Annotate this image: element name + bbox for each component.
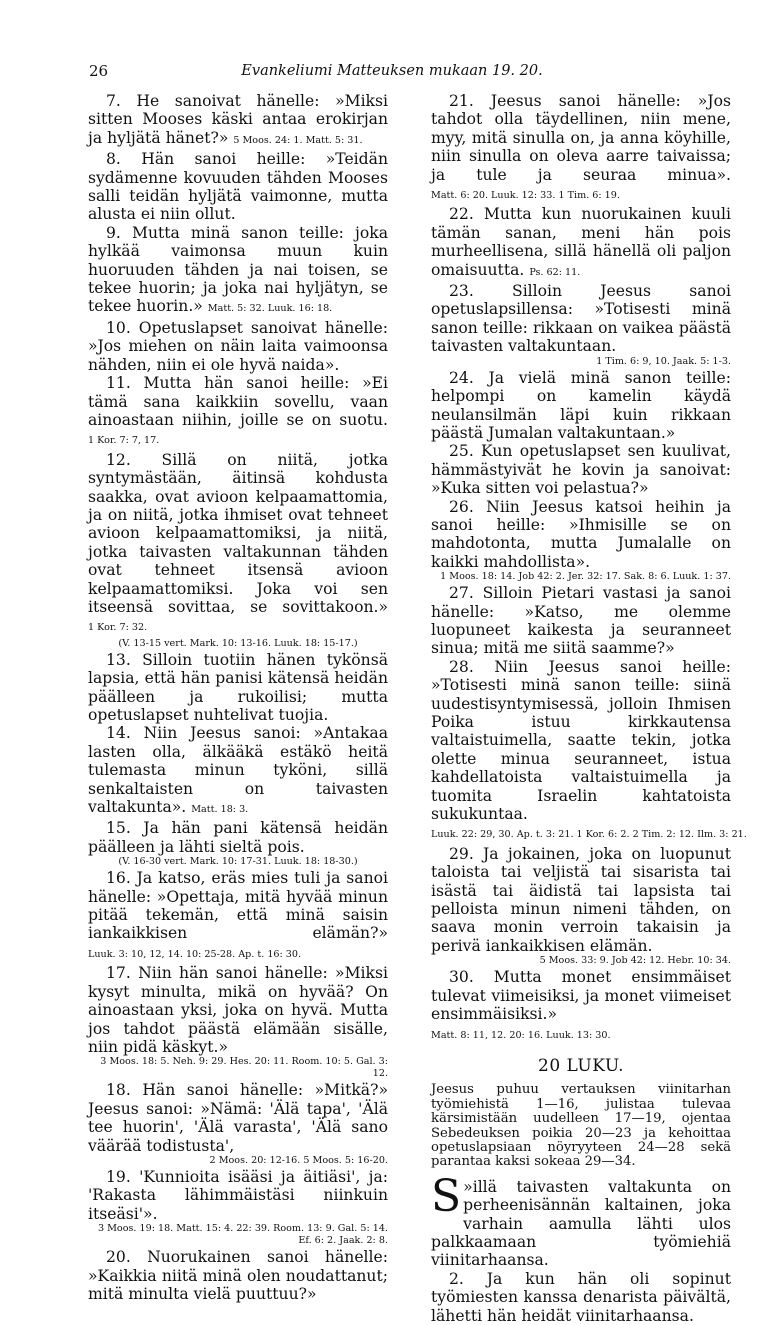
- verse-24: 24. Ja vielä minä sanon teille: helpompi on kamelin käydä neulansilmän läpi kuin rikkaan päästä Jumalan valtakuntaan.»: [431, 368, 731, 442]
- parallel-reference: (V. 16-30 vert. Mark. 10: 17-31. Luuk. 18: 18-30.): [118, 856, 358, 868]
- verse-12: 12. Sillä on niitä, jotka syntymästään, äitinsä kohdusta saakka, ovat avioon kelpaamattomia, ja on niitä, jotka ihmiset ovat tehneet avioon kelpaamattomiksi, ja niitä, jotka taivasten valtakunnan tähden ovat tehneet itsensä avioon kelpaamattomiksi. Joka voi sen itseensä sovittaa, se sovittakoon.» 1 Kor. 7: 32.: [88, 450, 388, 634]
- verse-2: 2. Ja kun hän oli sopinut työmiesten kanssa denarista päivältä, lähetti hän heidät viinitarhaansa.: [431, 1269, 731, 1325]
- cross-reference: Matt. 5: 32. Luuk. 16: 18.: [207, 303, 333, 315]
- cross-reference: 5 Moos. 33: 9. Job 42: 12. Hebr. 10: 34.: [539, 955, 731, 967]
- verse-28: 28. Niin Jeesus sanoi heille: »Totisesti minä sanon teille: siinä uudestisyntymisessä, jolloin Ihmisen Poika istuu kirkkautensa valtaistuimella, saatte tekin, jotka olette minua seuranneet, istua kahdellatoista valtaistuimella ja tuomita Israelin kahtatoista sukukuntaa. Luuk. 22: 29, 30. Ap. t. 3: 21. 1 Kor. 6: 2. 2 Tim. 2: 12. Ilm. 3: 21.: [431, 657, 747, 841]
- cross-reference: Matt. 8: 11, 12. 20: 16. Luuk. 13: 30.: [431, 1029, 611, 1041]
- cross-reference: 2 Moos. 20: 12-16. 5 Moos. 5: 16-20.: [209, 1154, 388, 1166]
- verse-29: 29. Ja jokainen, joka on luopunut taloista tai veljistä tai sisarista tai isästä tai äidistä tai lapsista tai pelloista minun nimeni tähden, on saava monin verroin takaisin ja perivä iankaikkisen elämän.: [431, 844, 731, 955]
- verse-25: 25. Kun opetuslapset sen kuulivat, hämmästyivät he kovin ja sanoivat: »Kuka sitten voi pelastua?»: [431, 442, 731, 498]
- cross-reference: 1 Moos. 18: 14. Job 42: 2. Jer. 32: 17. Sak. 8: 6. Luuk. 1: 37.: [440, 571, 731, 583]
- verse-8: 8. Hän sanoi heille: »Teidän sydämenne kovuuden tähden Mooses salli teidän hyljätä vaimonne, mutta alusta ei niin ollut.: [88, 150, 388, 224]
- verse-17: 17. Niin hän sanoi hänelle: »Miksi kysyt minulta, mikä on hyvää? On ainoastaan yksi, joka on hyvä. Mutta jos tahdot päästä elämään sisälle, niin pidä käskyt.»: [88, 964, 388, 1056]
- right-column: [431, 92, 747, 1325]
- cross-reference: Matt. 18: 3.: [191, 804, 249, 816]
- verse-20: 20. Nuorukainen sanoi hänelle: »Kaikkia niitä minä olen noudattanut; mitä minulta vielä puuttuu?»: [88, 1248, 388, 1303]
- verse-13: 13. Silloin tuotiin hänen tykönsä lapsia, että hän panisi kätensä heidän päälleen ja rukoilisi; mutta opetuslapset nuhtelivat tuojia.: [88, 650, 388, 724]
- page-number: 26: [89, 62, 109, 80]
- cross-reference: Matt. 6: 20. Luuk. 12: 33. 1 Tim. 6: 19.: [431, 190, 620, 202]
- chapter-summary: Jeesus puhuu vertauksen viinitarhan työmiehistä 1—16, julistaa tulevaa kärsimistään uudelleen 17—19, ojentaa Sebedeuksen poikia 20—23 ja kehoittaa opetuslapsiaan nöyryyteen 24—28 sekä parantaa kaksi sokeaa 29—34.: [431, 1082, 731, 1170]
- verse-7: 7. He sanoivat hänelle: »Miksi sitten Mooses käski antaa erokirjan ja hyljätä hänet?» 5 Moos. 24: 1. Matt. 5: 31.: [88, 92, 388, 147]
- chapter-heading: 20 LUKU.: [538, 1055, 624, 1076]
- left-column: [88, 92, 388, 1303]
- verse-26: 26. Niin Jeesus katsoi heihin ja sanoi heille: »Ihmisille se on mahdotonta, mutta Jumalalle on kaikki mahdollista».: [431, 497, 731, 571]
- cross-reference: 1 Kor. 7: 7, 17.: [88, 435, 160, 447]
- cross-reference: 3 Moos. 18: 5. Neh. 9: 29. Hes. 20: 11. Room. 10: 5. Gal. 3: 12.: [100, 1056, 388, 1080]
- cross-reference: Ps. 62: 11.: [529, 266, 581, 278]
- verse-27: 27. Silloin Pietari vastasi ja sanoi hänelle: »Katso, me olemme luopuneet kaikesta ja seuranneet sinua; mitä me siitä saamme?»: [431, 584, 731, 658]
- verse-9: 9. Mutta minä sanon teille: joka hylkää vaimonsa muun kuin huoruuden tähden ja nai toisen, se tekee huorin; ja joka nai hyljätyn, se tekee huorin.» Matt. 5: 32. Luuk. 16: 18.: [88, 223, 388, 316]
- verse-14: 14. Niin Jeesus sanoi: »Antakaa lasten olla, älkääkä estäkö heitä tulemasta minun tyköni, sillä senkaltaisten on taivasten valtakunta». Matt. 18: 3.: [88, 724, 388, 817]
- verse-15: 15. Ja hän pani kätensä heidän päälleen ja lähti sieltä pois.: [88, 819, 388, 856]
- drop-cap: S: [431, 1170, 462, 1222]
- cross-reference: 1 Kor. 7: 32.: [88, 622, 148, 634]
- parallel-reference: (V. 13-15 vert. Mark. 10: 13-16. Luuk. 18: 15-17.): [118, 637, 358, 649]
- verse-23: 23. Silloin Jeesus sanoi opetuslapsillensa: »Totisesti minä sanon teille: rikkaan on vaikea päästä taivasten valtakuntaan.: [431, 282, 731, 356]
- verse-18: 18. Hän sanoi hänelle: »Mitkä?» Jeesus sanoi: »Nämä: 'Älä tapa', 'Älä tee huorin', 'Älä varasta', 'Älä sano väärää todistusta',: [88, 1081, 388, 1155]
- cross-reference: 3 Moos. 19: 18. Matt. 15: 4. 22: 39. Room. 13: 9. Gal. 5: 14. Ef. 6: 2. Jaak. 2: 8.: [97, 1223, 388, 1247]
- running-title: Evankeliumi Matteuksen mukaan 19. 20.: [241, 63, 543, 79]
- verse-22: 22. Mutta kun nuorukainen kuuli tämän sanan, meni hän pois murheellisena, sillä hänellä oli paljon omaisuutta. Ps. 62: 11.: [431, 205, 731, 279]
- verse-1: » S illä taivasten valtakunta on perheenisännän kaltainen, joka varhain aamulla lähti ulos palkkaamaan työmiehiä viinitarhaansa.: [431, 1170, 731, 1270]
- cross-reference: 1 Tim. 6: 9, 10. Jaak. 5: 1-3.: [596, 355, 731, 367]
- verse-10: 10. Opetuslapset sanoivat hänelle: »Jos miehen on näin laita vaimoonsa nähden, niin ei ole hyvä naida».: [88, 318, 388, 374]
- opening-quote: »: [463, 1177, 473, 1196]
- verse-19: 19. 'Kunnioita isääsi ja äitiäsi', ja: 'Rakasta lähimmäistäsi niinkuin itseäsi'».: [88, 1167, 388, 1223]
- cross-reference: 5 Moos. 24: 1. Matt. 5: 31.: [233, 134, 363, 146]
- verse-11: 11. Mutta hän sanoi heille: »Ei tämä sana kaikkiin sovellu, vaan ainoastaan niihin, joille se on suotu. 1 Kor. 7: 7, 17.: [88, 374, 388, 447]
- verse-16: 16. Ja katso, eräs mies tuli ja sanoi hänelle: »Opettaja, mitä hyvää minun pitää tekemän, että minä saisin iankaikkisen elämän?» Luuk. 3: 10, 12, 14. 10: 25-28. Ap. t. 16: 30.: [88, 869, 388, 960]
- verse-21: 21. Jeesus sanoi hänelle: »Jos tahdot olla täydellinen, niin mene, myy, mitä sinulla on, ja anna köyhille, niin sinulla on oleva aarre taivaissa; ja tule ja seuraa minua». Matt. 6: 20. Luuk. 12: 33. 1 Tim. 6: 19.: [431, 92, 731, 202]
- verse-30: 30. Mutta monet ensimmäiset tulevat viimeisiksi, ja monet viimeiset ensimmäisiksi.» Matt. 8: 11, 12. 20: 16. Luuk. 13: 30.: [431, 968, 731, 1041]
- cross-reference: Luuk. 3: 10, 12, 14. 10: 25-28. Ap. t. 16: 30.: [88, 948, 302, 960]
- cross-reference: Luuk. 22: 29, 30. Ap. t. 3: 21. 1 Kor. 6: 2. 2 Tim. 2: 12. Ilm. 3: 21.: [431, 829, 747, 841]
